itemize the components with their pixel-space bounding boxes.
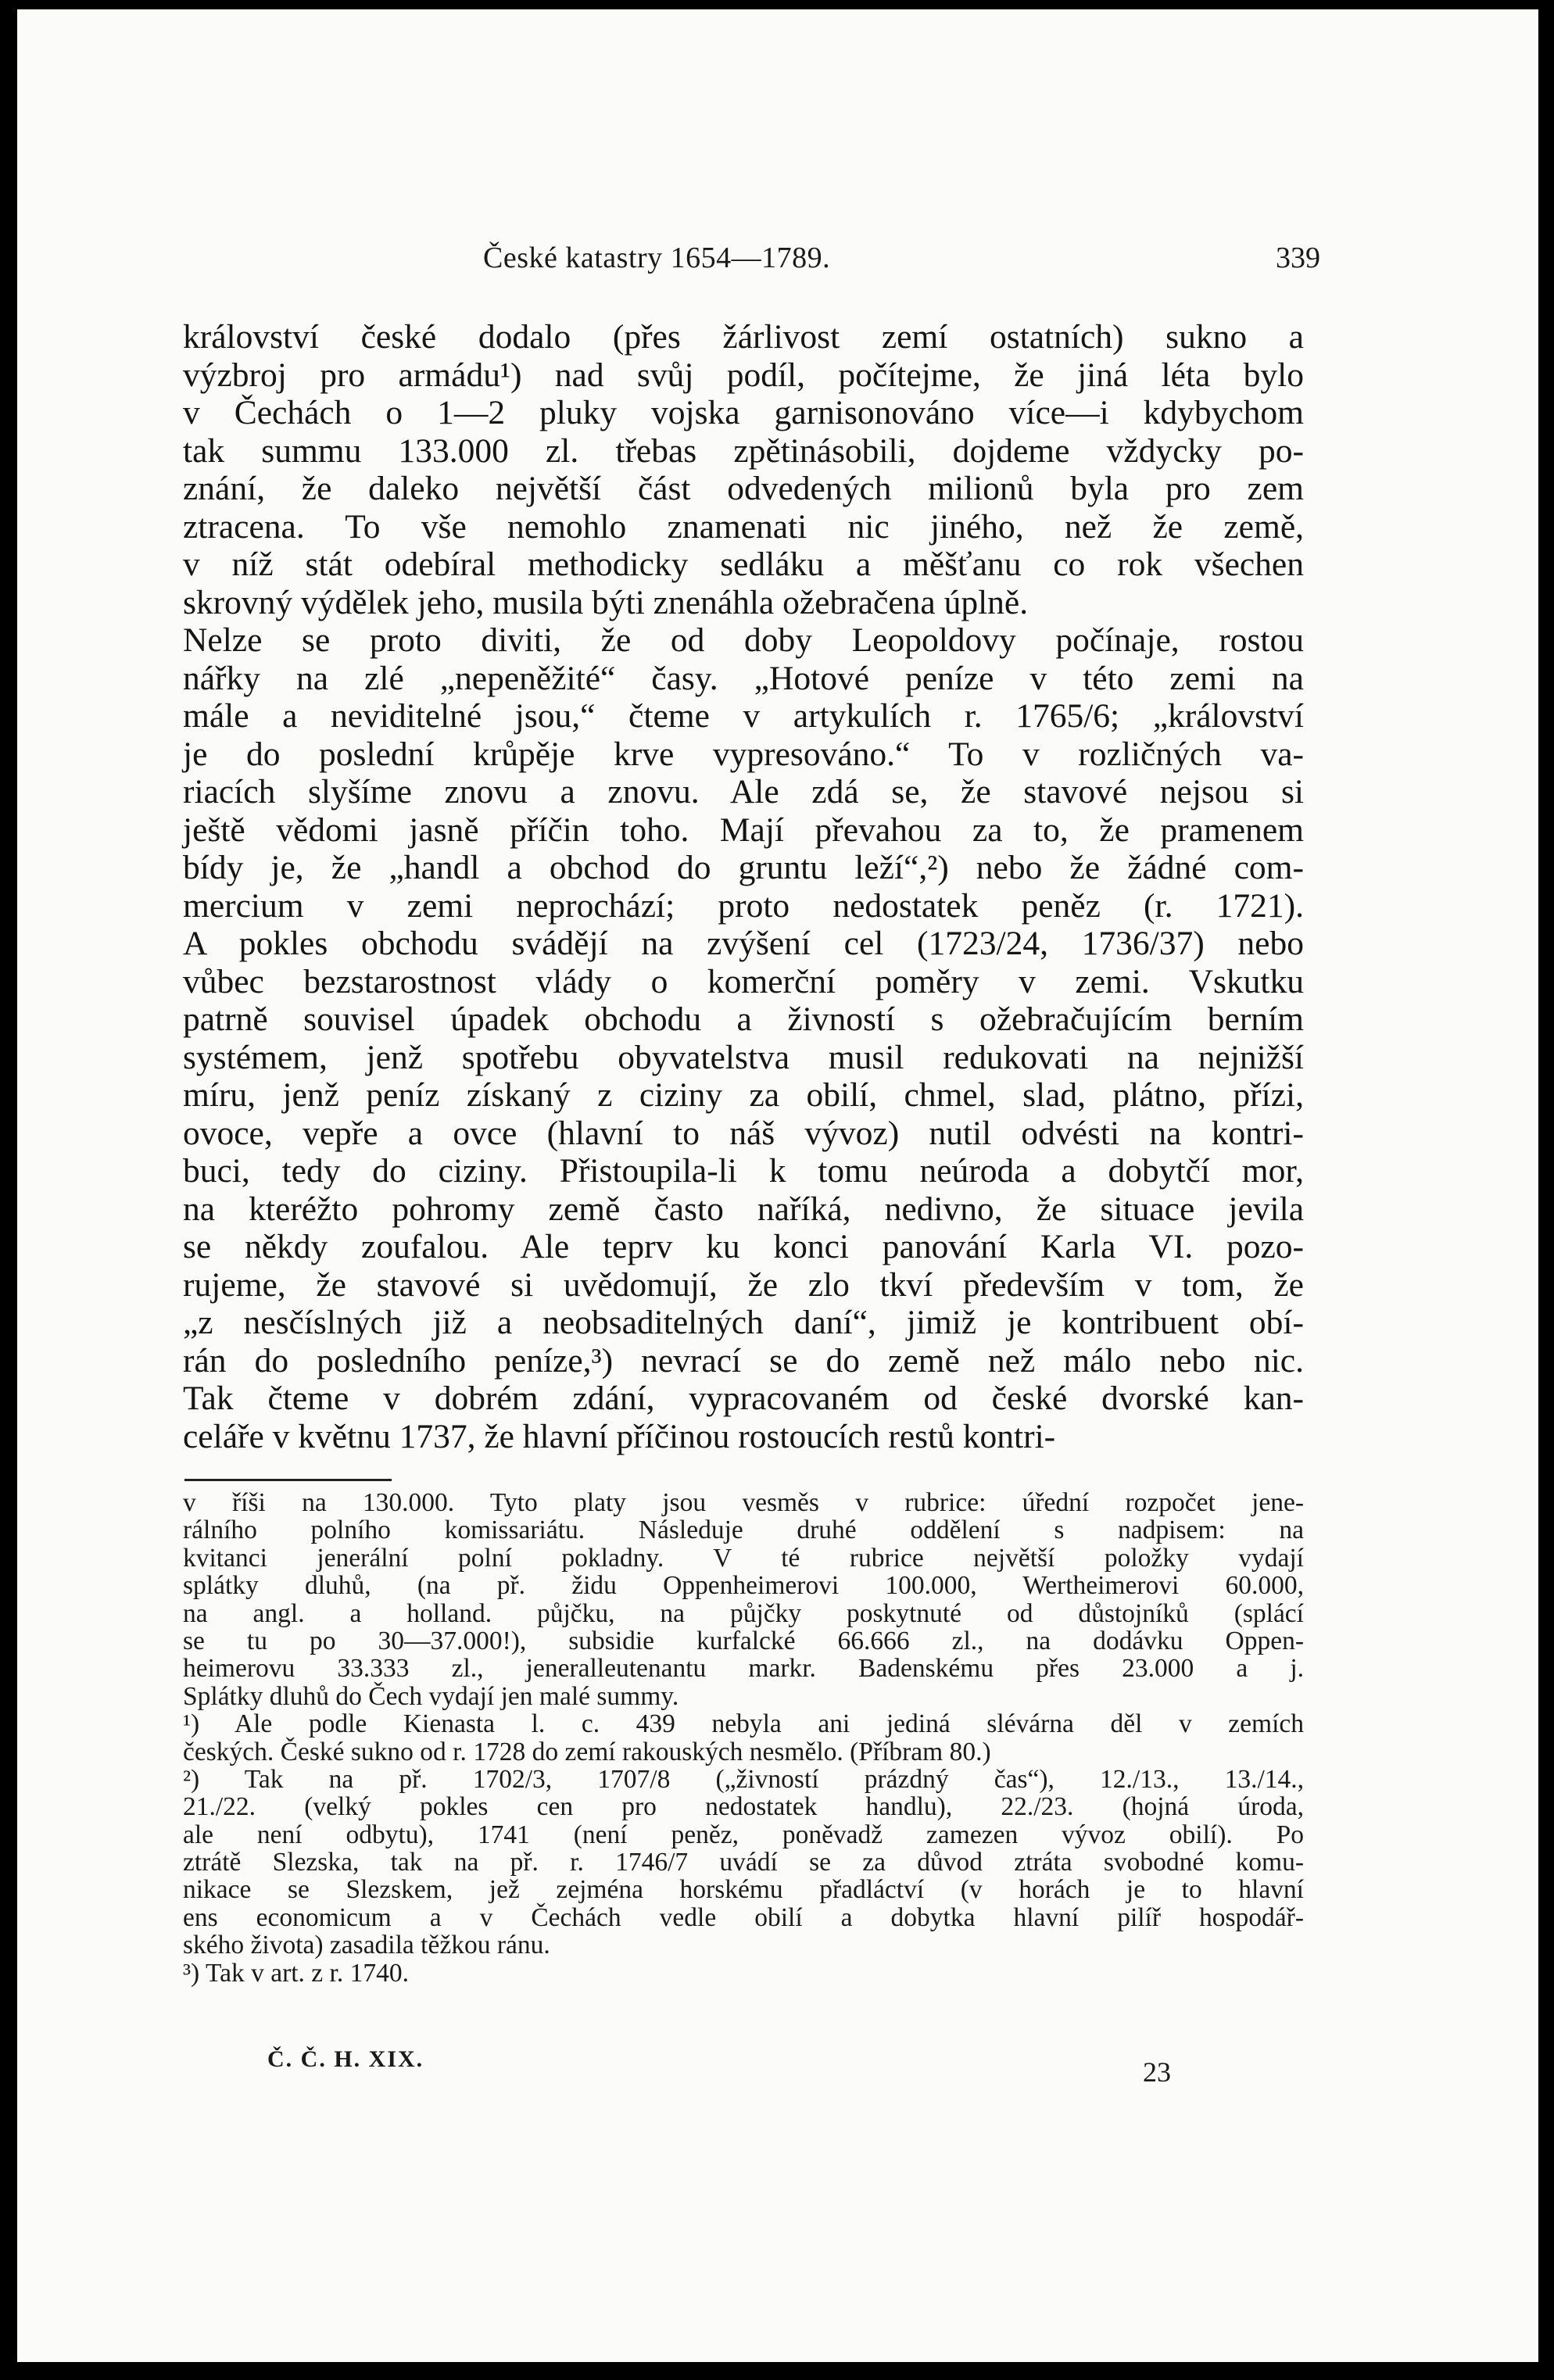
footnote-line: ens economicum a v Čechách vedle obilí a dobytka hlavní pilíř hospodář- bbox=[183, 1902, 1304, 1932]
body-line: ztracena. To vše nemohlo znamenati nic jiného, než že země, bbox=[183, 507, 1304, 546]
body-line: patrně souvisel úpadek obchodu a živností s ožebračujícím berním bbox=[183, 1000, 1304, 1038]
signature-number: 23 bbox=[1143, 2056, 1171, 2088]
body-text bbox=[183, 318, 1304, 1455]
page-number: 339 bbox=[1276, 242, 1320, 274]
body-line: rujeme, že stavové si uvědomují, že zlo tkví především v tom, že bbox=[183, 1265, 1304, 1304]
body-line: Nelze se proto diviti, že od doby Leopoldovy počínaje, rostou bbox=[183, 621, 1304, 659]
body-line: rán do posledního peníze,³) nevrací se do země než málo nebo nic. bbox=[183, 1341, 1304, 1380]
body-line: je do poslední krůpěje krve vypresováno.“ To v rozličných va- bbox=[183, 735, 1304, 773]
footnote-line: nikace se Slezskem, jež zejména horskému přadláctví (v horách je to hlavní bbox=[183, 1875, 1304, 1905]
footnote-line: se tu po 30—37.000!), subsidie kurfalcké 66.666 zl., na dodávku Oppen- bbox=[183, 1626, 1304, 1655]
body-line: A pokles obchodu svádějí na zvýšení cel (1723/24, 1736/37) nebo bbox=[183, 925, 1304, 962]
body-line: celáře v květnu 1737, že hlavní příčinou rostoucích restů kontri- bbox=[183, 1417, 1056, 1455]
footnote-line: 21./22. (velký pokles cen pro nedostatek handlu), 22./23. (hojná úroda, bbox=[183, 1792, 1304, 1822]
body-line: ještě vědomi jasně příčin toho. Mají převahou za to, že pramenem bbox=[183, 811, 1304, 849]
body-line: znání, že daleko největší část odvedených milionů byla pro zem bbox=[183, 470, 1304, 507]
body-line: riacích slyšíme znovu a znovu. Ale zdá se, že stavové nejsou si bbox=[183, 773, 1304, 811]
footnote-line: rálního polního komissariátu. Následuje druhé oddělení s nadpisem: na bbox=[183, 1516, 1304, 1545]
running-header bbox=[17, 241, 1538, 280]
footnote-line: kvitanci jenerální polní pokladny. V té rubrice největší položky vydají bbox=[183, 1543, 1304, 1573]
footnote-separator bbox=[184, 1479, 392, 1481]
body-line: království české dodalo (přes žárlivost zemí ostatních) sukno a bbox=[183, 318, 1304, 356]
footnote-line: splátky dluhů, (na př. židu Oppenheimerovi 100.000, Wertheimerovi 60.000, bbox=[183, 1571, 1304, 1601]
footnote-line: na angl. a holland. půjčku, na půjčky poskytnuté od důstojníků (splácí bbox=[183, 1598, 1304, 1628]
footnote-line: ztrátě Slezska, tak na př. r. 1746/7 uvádí se za důvod ztráta svobodné komu- bbox=[183, 1848, 1304, 1877]
body-line: skrovný výdělek jeho, musila býti znenáhla ožebračena úplně. bbox=[183, 583, 1029, 621]
body-line: v Čechách o 1—2 pluky vojska garnisonováno více—i kdybychom bbox=[183, 394, 1304, 431]
body-line: „z nesčíslných již a neobsaditelných daní“, jimiž je kontribuent obí- bbox=[183, 1304, 1304, 1341]
body-line: v níž stát odebíral methodicky sedláku a měšťanu co rok všechen bbox=[183, 546, 1304, 583]
footnotes bbox=[183, 1489, 1304, 1987]
footnote-line: Splátky dluhů do Čech vydají jen malé summy. bbox=[183, 1681, 679, 1711]
body-line: bídy je, že „handl a obchod do gruntu leží“,²) nebo že žádné com- bbox=[183, 849, 1304, 886]
footnote-line: ³) Tak v art. z r. 1740. bbox=[183, 1958, 409, 1988]
body-line: mále a neviditelné jsou,“ čteme v artykulích r. 1765/6; „království bbox=[183, 697, 1304, 735]
body-line: tak summu 133.000 zl. třebas zpětinásobili, dojdeme vždycky po- bbox=[183, 431, 1304, 470]
body-line: Tak čteme v dobrém zdání, vypracovaném od české dvorské kan- bbox=[183, 1380, 1304, 1417]
body-line: systémem, jenž spotřebu obyvatelstva musil redukovati na nejnižší bbox=[183, 1038, 1304, 1076]
body-line: nářky na zlé „nepeněžité“ časy. „Hotové peníze v této zemi na bbox=[183, 659, 1304, 697]
page-footer bbox=[17, 2042, 1538, 2088]
running-title: České katastry 1654—1789. bbox=[483, 242, 831, 274]
body-line: míru, jenž peníz získaný z ciziny za obilí, chmel, slad, plátno, přízi, bbox=[183, 1076, 1304, 1114]
body-line: buci, tedy do ciziny. Přistoupila-li k tomu neúroda a dobytčí mor, bbox=[183, 1152, 1304, 1190]
footnote-line: v říši na 130.000. Tyto platy jsou vesměs v rubrice: úřední rozpočet jene- bbox=[183, 1488, 1304, 1517]
footnote-line: českých. České sukno od r. 1728 do zemí rakouských nesmělo. (Příbram 80.) bbox=[183, 1737, 991, 1766]
footnote-line: ale není odbytu), 1741 (není peněz, poněvadž zamezen vývoz obilí). Po bbox=[183, 1820, 1304, 1849]
body-line: se někdy zoufalou. Ale teprv ku konci panování Karla VI. pozo- bbox=[183, 1228, 1304, 1265]
footnote-line: ského života) zasadila těžkou ránu. bbox=[183, 1931, 550, 1960]
body-line: na kteréžto pohromy země často naříká, nedivno, že situace jevila bbox=[183, 1190, 1304, 1228]
body-line: mercium v zemi neprochází; proto nedostatek peněz (r. 1721). bbox=[183, 886, 1304, 925]
footnote-line: ¹) Ale podle Kienasta l. c. 439 nebyla ani jediná slévárna děl v zemích bbox=[183, 1709, 1304, 1739]
printer-signature: Č. Č. H. XIX. bbox=[267, 2046, 424, 2072]
footnote-line: heimerovu 33.333 zl., jeneralleutenantu markr. Badenskému přes 23.000 a j. bbox=[183, 1654, 1304, 1684]
page-sheet bbox=[17, 9, 1538, 2362]
body-line: vůbec bezstarostnost vlády o komerční poměry v zemi. Vskutku bbox=[183, 962, 1304, 1000]
body-line: ovoce, vepře a ovce (hlavní to náš vývoz) nutil odvésti na kontri- bbox=[183, 1114, 1304, 1152]
body-line: výzbroj pro armádu¹) nad svůj podíl, počítejme, že jiná léta bylo bbox=[183, 356, 1304, 394]
footnote-line: ²) Tak na př. 1702/3, 1707/8 („živností prázdný čas“), 12./13., 13./14., bbox=[183, 1764, 1304, 1794]
